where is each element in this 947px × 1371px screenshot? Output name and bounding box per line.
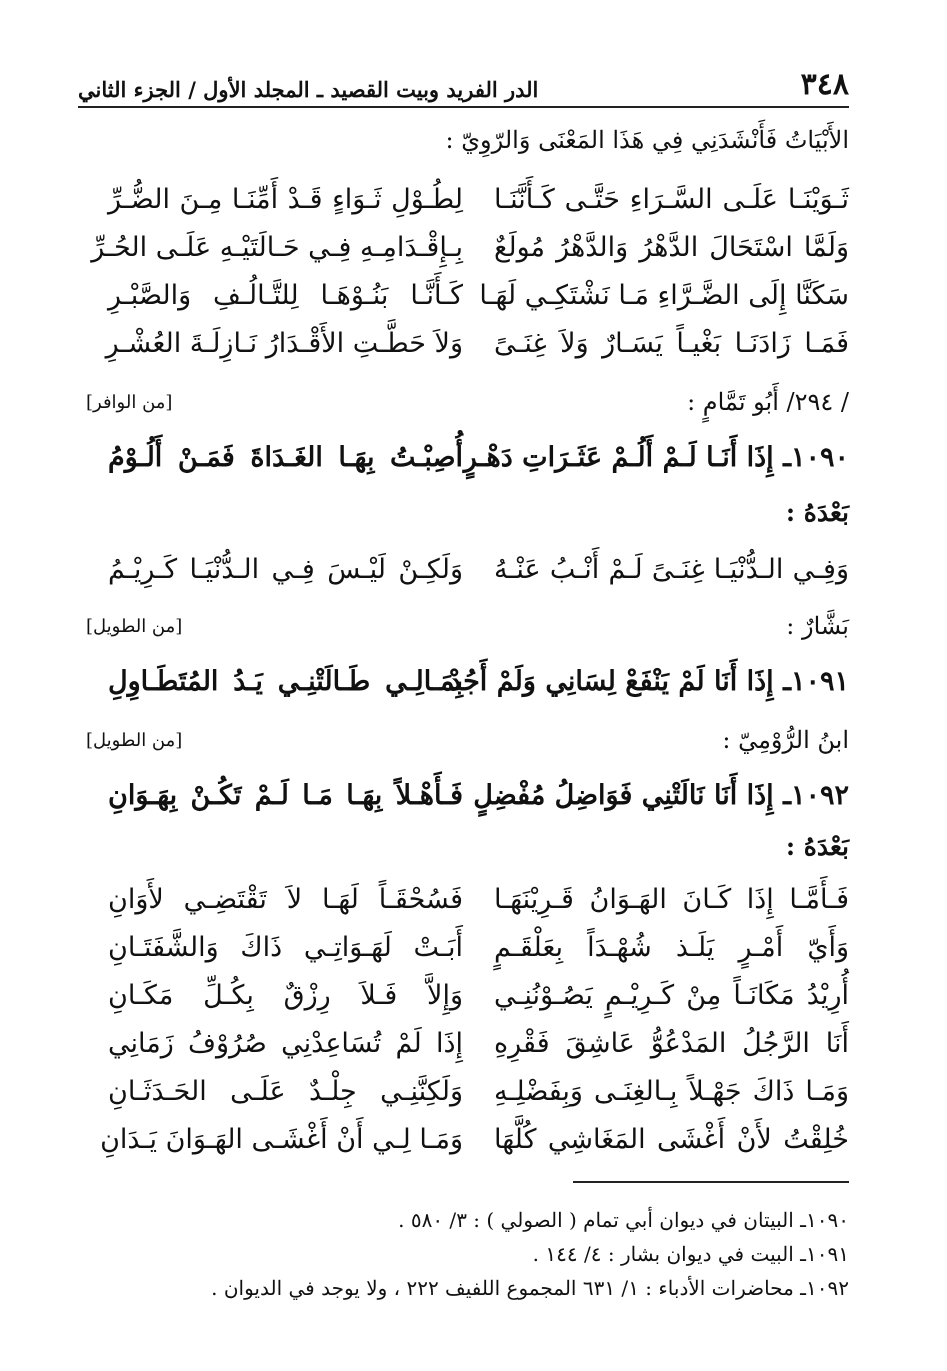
- meter-label: [من الطويل]: [86, 616, 183, 637]
- second-hemistich: كَـأَنَّـا بَنُـوْهَـا لِلتَّـالُـفِ وَالصَّبْـرِ: [108, 280, 463, 311]
- verse-row: [78, 1026, 849, 1076]
- second-hemistich: وَمَـا لِـي أَنْ أَغْشَـى الهَـوَانَ يَـدَانِ: [100, 1124, 463, 1155]
- page-number: ٣٤٨: [800, 67, 849, 102]
- hemistich-text: إِذَا أَنَـا لَـمْ أَلُـمْ عَثَـرَاتِ دَهْـرٍ: [463, 442, 774, 473]
- book-title: الدر الفريد وبيت القصيد ـ المجلد الأول / الجزء الثاني: [78, 77, 539, 102]
- hemistich-text: إِذَا أَنَا نَالَتْنِي فَوَاضِلُ مُفْضِلٍ: [473, 780, 774, 811]
- poet-attribution: [78, 388, 849, 420]
- verse-row: [78, 182, 849, 232]
- verse-row: [78, 1122, 849, 1172]
- first-hemistich: [473, 778, 849, 813]
- intro-line: الأَبْيَاتُ فَأَنْشَدَنِي فِي هَذَا المَعْنَى وَالرّوِيّ :: [445, 126, 849, 154]
- footnote: ١٠٩٢ـ محاضرات الأدباء : ١/ ٦٣١ المجموع اللفيف ٢٢٢ ، ولا يوجد في الديوان .: [211, 1276, 849, 1300]
- footnote: ١٠٩٠ـ البيتان في ديوان أبي تمام ( الصولي ) : ٣/ ٥٨٠ .: [398, 1208, 849, 1232]
- verse-row: [78, 1074, 849, 1124]
- first-hemistich: فَمَـا زَادَنَـا بَغْيـاً يَسَـارٌ وَلاَ غِنَـىً: [494, 328, 849, 359]
- second-hemistich: فَـأَهْـلاً بِهَـا مَـا لَـمْ تَكُـنْ بِهَـوَانِ: [108, 780, 463, 811]
- hemistich-text: إِذَا أَنَا لَمْ يَنْفَعْ لِسَانِي وَلَمْ أَجُدْ: [448, 666, 774, 697]
- second-hemistich: أَبَـتْ لَهَـوَاتِـي ذَاكَ وَالشَّفَتَـانِ: [108, 932, 463, 963]
- second-hemistich: لِطُـوْلِ ثَـوَاءٍ قَـدْ أَمِّنَـا مِـنَ الضُّـرِّ: [108, 184, 463, 215]
- poet-name: بَشَّارٌ :: [786, 612, 849, 640]
- second-hemistich: وَلَكِـنْ لَيْـسَ فِـي الـدُّنْيَـا كَـرِيْـمُ: [108, 554, 463, 585]
- numbered-verse-row: [78, 778, 849, 828]
- first-hemistich: أُرِيْدُ مَكَانَـاً مِنْ كَـرِيْـمٍ يَصُـوْنُنِـي: [494, 980, 849, 1011]
- first-hemistich: وَفِـي الـدُّنْيَـا غِنَـىً لَـمْ أَنْـبُ عَنْـهُ: [494, 554, 849, 585]
- second-hemistich: بِـإِقْـدَامِـهِ فِـي حَـالَتَيْـهِ عَلَـى الحُـرِّ: [91, 232, 463, 263]
- verse-number: ١٠٩١ـ: [783, 666, 849, 697]
- footnote: ١٠٩١ـ البيت في ديوان بشار : ٤/ ١٤٤ .: [532, 1242, 849, 1266]
- second-hemistich: وَإِلاَّ فَـلاَ رِزْقٌ بِكُـلِّ مَكَـانِ: [108, 980, 463, 1011]
- second-hemistich: وَلاَ حَطَّـتِ الأَقْـدَارُ نَـازِلَـةَ العُشْـرِ: [105, 328, 463, 359]
- verse-row: [78, 326, 849, 376]
- first-hemistich: أَنَا الرَّجُلُ المَدْعُوُّ عَاشِقَ فَقْرِهِ: [494, 1028, 849, 1059]
- meter-label: [من الطويل]: [86, 730, 183, 751]
- footnote-divider: [573, 1181, 849, 1183]
- first-hemistich: ثَـوَيْنَـا عَلَـى السَّـرَاءِ حَتَّـى كَـأَنَّنَـا: [494, 184, 849, 215]
- poet-attribution: [78, 726, 849, 758]
- verse-row: [78, 278, 849, 328]
- first-hemistich: وَأَيّ أَمْـرٍ يَلَـذ شُهْـدَاً بِعَلْقَـمٍ: [494, 932, 849, 963]
- first-hemistich: [463, 440, 849, 475]
- verse-row: [78, 930, 849, 980]
- second-hemistich: فَسُحْقَـاً لَهَـا لاَ تَقْتَضِـي لأَوَانِ: [108, 884, 463, 915]
- first-hemistich: [448, 664, 849, 699]
- second-hemistich: وَلَكِنَّنِـي جِلْـدٌ عَلَـى الحَـدَثَـانِ: [108, 1076, 463, 1107]
- first-hemistich: وَلَمَّا اسْتَحَالَ الدَّهْرُ وَالدَّهْرُ مُولَعٌ: [494, 232, 849, 263]
- verse-number: ١٠٩٠ـ: [783, 442, 849, 473]
- second-hemistich: إِذَا لَمْ تُسَاعِدْنِي صُرُوْفُ زَمَانِي: [108, 1028, 463, 1059]
- meter-label: [من الوافر]: [86, 392, 173, 413]
- running-header: [78, 56, 849, 100]
- first-hemistich: وَمَـا ذَاكَ جَهْـلاً بِـالغِنَـى وَبِفَضْلِـهِ: [494, 1076, 849, 1107]
- verse-row: [78, 230, 849, 280]
- after-label: بَعْدَهُ :: [785, 498, 849, 527]
- numbered-verse-row: [78, 440, 849, 490]
- verse-row: [78, 882, 849, 932]
- first-hemistich: فَـأَمَّـا إِذَا كَـانَ الهَـوَانُ قَـرِيْنَهَـا: [494, 884, 849, 915]
- verse-number: ١٠٩٢ـ: [783, 780, 849, 811]
- after-label: بَعْدَهُ :: [785, 832, 849, 861]
- second-hemistich: أُصِبْـتُ بِهَـا الغَـدَاةَ فَمَـنْ أَلُـوْمُ: [108, 442, 463, 473]
- verse-row: [78, 978, 849, 1028]
- second-hemistich: بِمَـالِـي طَـالَتْنِـي يَـدُ المُتَطَـاوِلِ: [108, 666, 463, 697]
- poet-name: ابنُ الرُّوْمِيّ :: [722, 726, 849, 754]
- poet-name: / ٢٩٤/ أَبُو تَمَّامٍ :: [687, 388, 849, 416]
- first-hemistich: سَكَنَّا إِلَى الضَّـرَّاءِ مَـا نَشْتَكِـي لَهَـا: [479, 280, 849, 311]
- verse-row: [78, 552, 849, 602]
- poet-attribution: [78, 612, 849, 644]
- first-hemistich: خُلِقْتُ لأَنْ أَغْشَى المَغَاشِي كُلَّهَا: [494, 1124, 849, 1155]
- header-divider: [78, 106, 849, 108]
- numbered-verse-row: [78, 664, 849, 714]
